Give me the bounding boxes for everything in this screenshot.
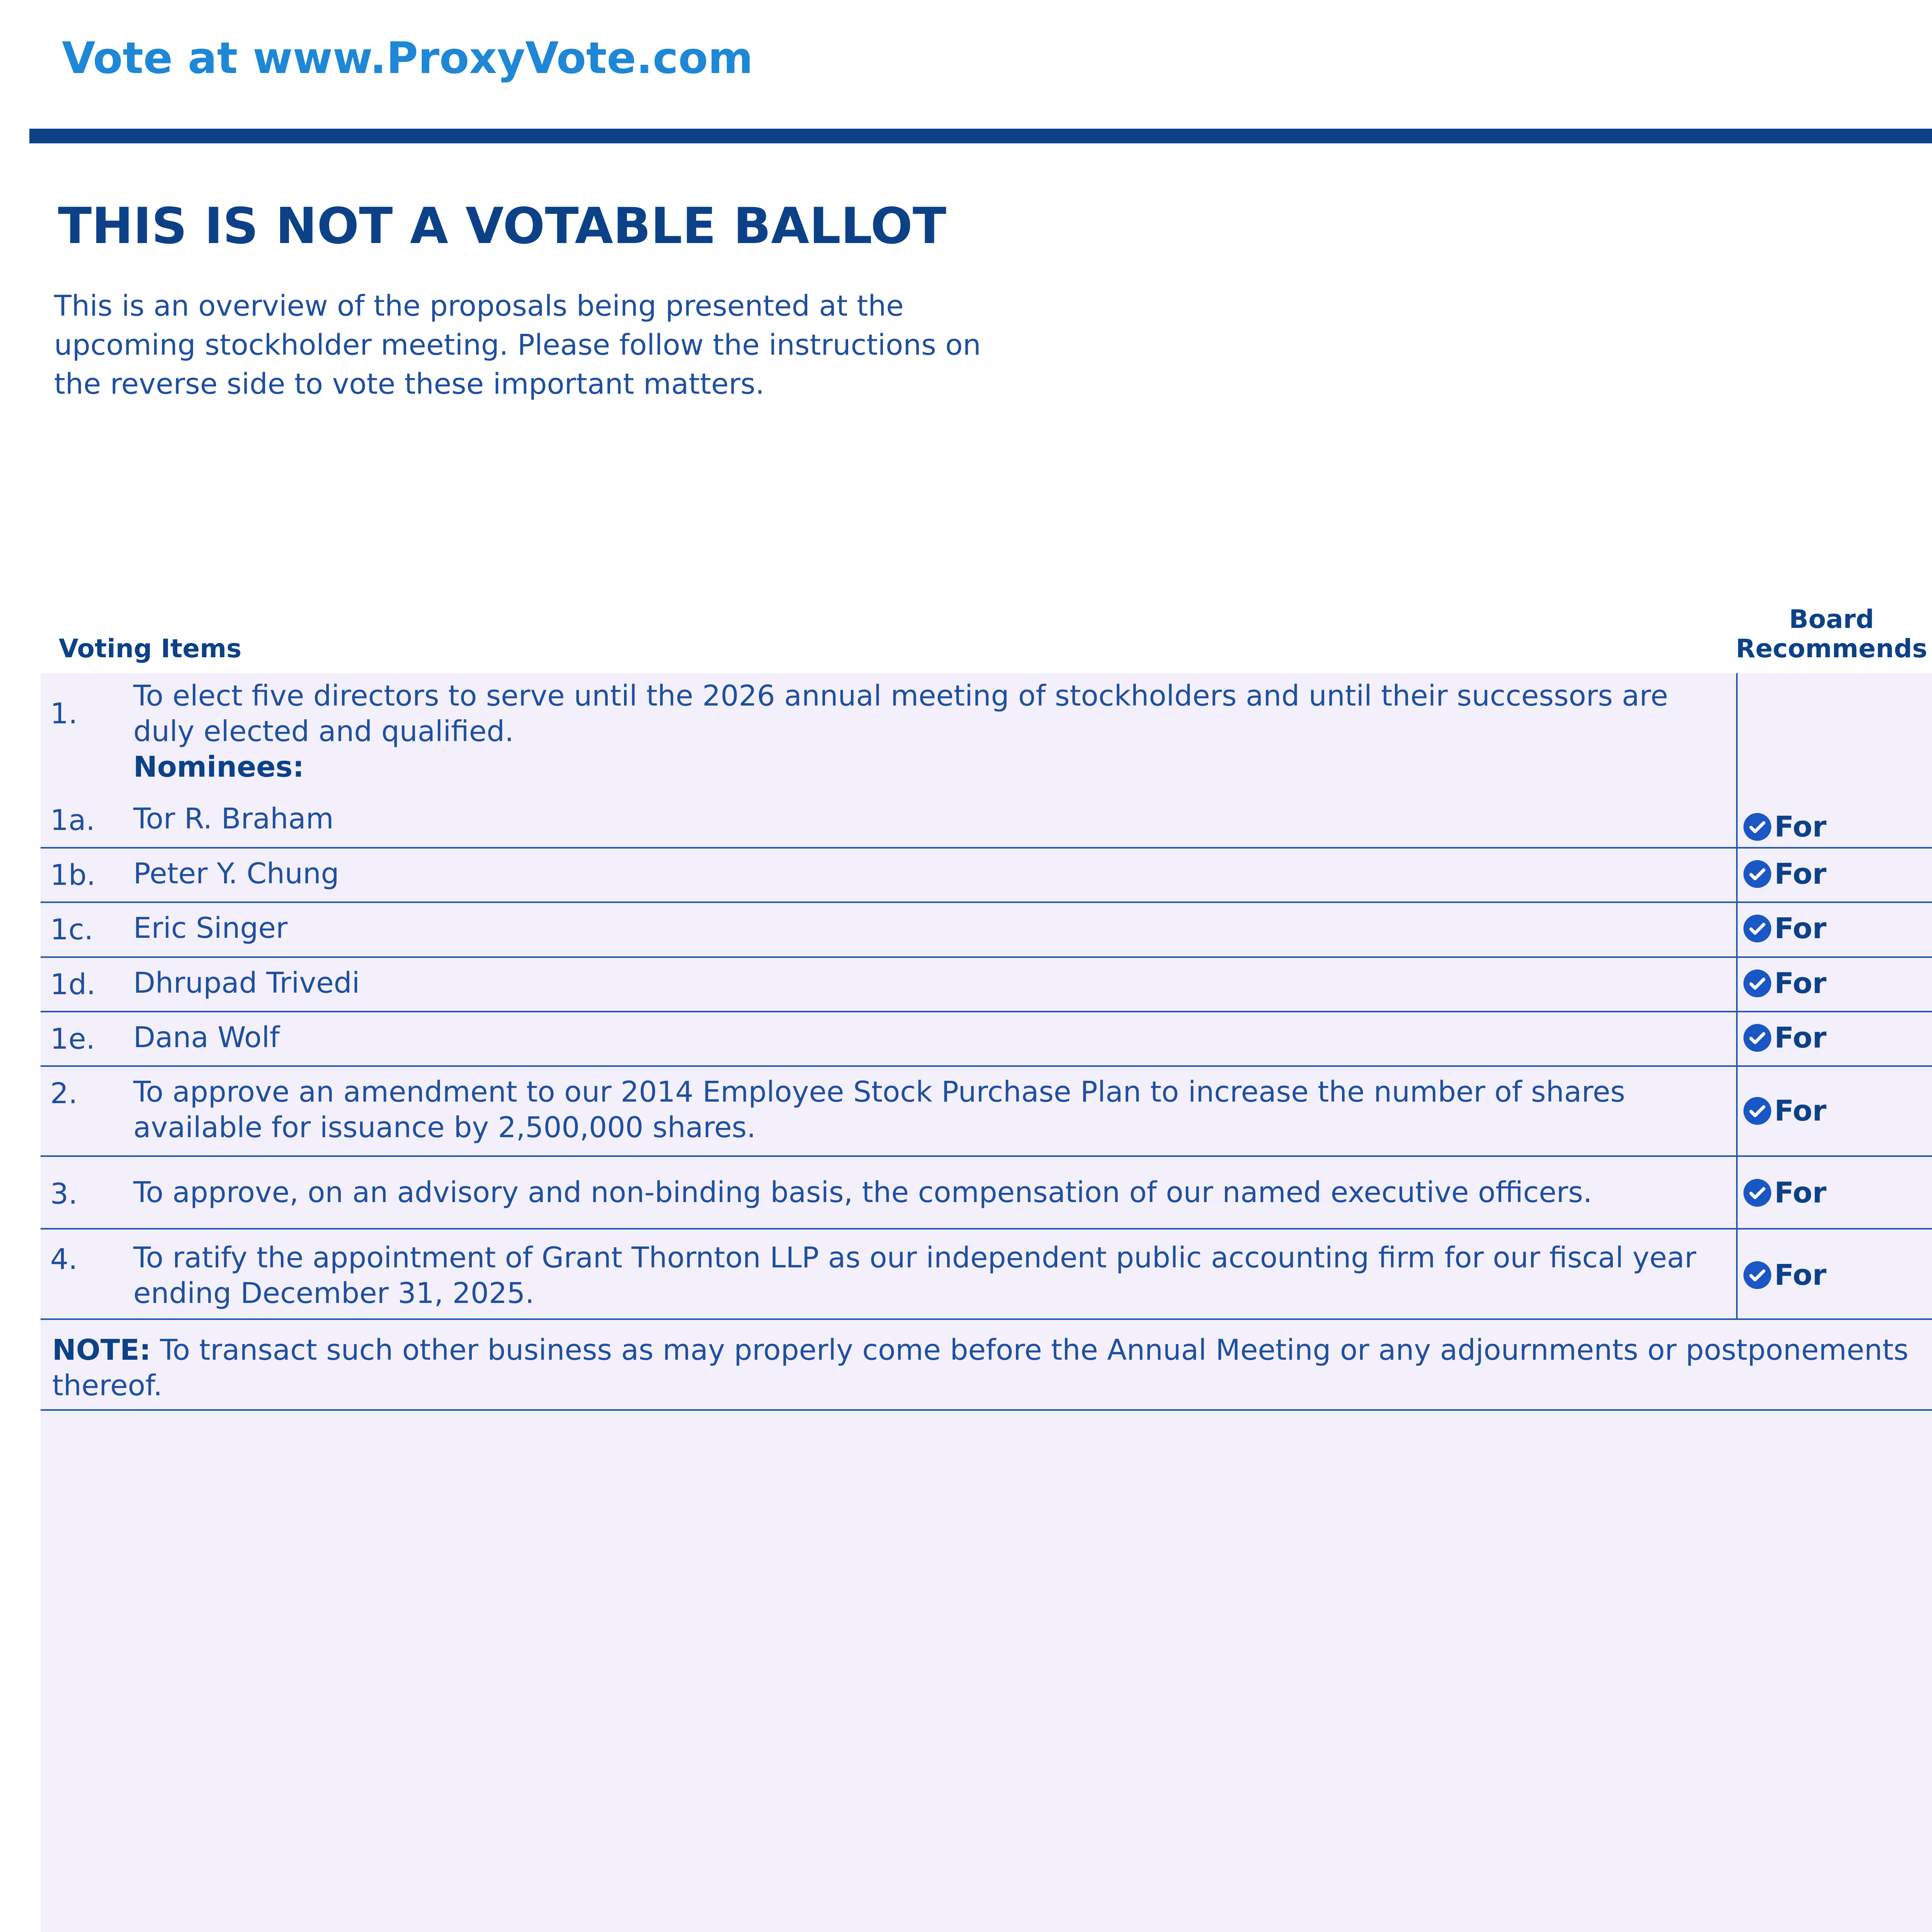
item-number: 4. bbox=[50, 1243, 78, 1276]
intro-paragraph: This is an overview of the proposals being presented at the upcoming stockholder meeting. Please follow the instructions on the reverse side to vote these important matters. bbox=[54, 289, 981, 401]
item-description: To elect five directors to serve until the 2026 annual meeting of stockholders and until their successors are duly elected and qualified. bbox=[133, 679, 1668, 748]
checkmark-circle-icon bbox=[1743, 1261, 1771, 1289]
checkmark-circle-icon bbox=[1743, 813, 1771, 841]
row-divider bbox=[41, 1409, 1932, 1411]
item-text: Dhrupad Trivedi bbox=[133, 966, 360, 1000]
item-text: Eric Singer bbox=[133, 912, 288, 945]
board-recommendation bbox=[1743, 968, 1827, 999]
item-number: 3. bbox=[50, 1177, 78, 1211]
item-number: 1a. bbox=[50, 804, 95, 837]
row-divider bbox=[41, 847, 1932, 849]
item-number: 1b. bbox=[50, 859, 96, 892]
item-text: To ratify the appointment of Grant Thornton LLP as our independent public accounting firm for our fiscal year ending December 31, 2025. bbox=[133, 1241, 1696, 1310]
board-recommendation bbox=[1743, 811, 1827, 842]
board-recommendation bbox=[1743, 913, 1827, 944]
row-divider bbox=[41, 1228, 1932, 1230]
recommendation-label: For bbox=[1774, 1259, 1827, 1292]
column-divider bbox=[1736, 673, 1738, 1319]
vote-website-link[interactable]: Vote at www.ProxyVote.com bbox=[62, 33, 753, 83]
row-divider bbox=[41, 956, 1932, 958]
recommendation-label: For bbox=[1774, 967, 1827, 1000]
item-text: Tor R. Braham bbox=[133, 802, 334, 835]
checkmark-circle-icon bbox=[1743, 1024, 1771, 1052]
board-recommendation bbox=[1743, 1095, 1827, 1126]
top-divider bbox=[29, 129, 1932, 143]
item-number: 1c. bbox=[50, 913, 94, 946]
voting-items-header: Voting Items bbox=[59, 634, 242, 663]
checkmark-circle-icon bbox=[1743, 969, 1771, 997]
item-text bbox=[133, 678, 1710, 785]
recommendation-label: For bbox=[1774, 912, 1827, 945]
item-text: To approve an amendment to our 2014 Employee Stock Purchase Plan to increase the number of shares available for issuance by 2,500,000 shares. bbox=[133, 1075, 1625, 1144]
note-text: To transact such other business as may properly come before the Annual Meeting or any adjournments or postponements thereof. bbox=[52, 1333, 1909, 1402]
board-header-line2: Recommends bbox=[1736, 634, 1927, 663]
note-paragraph bbox=[52, 1332, 1926, 1403]
board-recommendation bbox=[1743, 1022, 1827, 1053]
note-label: NOTE: bbox=[52, 1333, 151, 1367]
nominees-label: Nominees: bbox=[133, 750, 304, 784]
row-divider bbox=[41, 1318, 1932, 1320]
checkmark-circle-icon bbox=[1743, 1097, 1771, 1125]
item-text: Peter Y. Chung bbox=[133, 857, 339, 890]
checkmark-circle-icon bbox=[1743, 1179, 1771, 1207]
recommendation-label: For bbox=[1774, 810, 1827, 844]
recommendation-label: For bbox=[1774, 1176, 1827, 1209]
board-header-line1: Board bbox=[1789, 604, 1874, 634]
page-title: THIS IS NOT A VOTABLE BALLOT bbox=[58, 197, 947, 255]
board-recommendation bbox=[1743, 859, 1827, 889]
item-number: 1e. bbox=[50, 1022, 95, 1056]
item-number: 1d. bbox=[50, 968, 96, 1001]
row-divider bbox=[41, 901, 1932, 903]
board-recommendation bbox=[1743, 1260, 1827, 1291]
row-divider bbox=[41, 1065, 1932, 1067]
recommendation-label: For bbox=[1774, 857, 1827, 891]
item-number: 2. bbox=[50, 1077, 78, 1110]
recommendation-label: For bbox=[1774, 1021, 1827, 1054]
row-divider bbox=[41, 1011, 1932, 1012]
board-recommends-header bbox=[1731, 605, 1932, 663]
checkmark-circle-icon bbox=[1743, 915, 1771, 942]
checkmark-circle-icon bbox=[1743, 860, 1771, 888]
recommendation-label: For bbox=[1774, 1094, 1827, 1128]
board-recommendation bbox=[1743, 1177, 1827, 1208]
item-number: 1. bbox=[50, 697, 78, 730]
item-text: To approve, on an advisory and non-binding basis, the compensation of our named executive officers. bbox=[133, 1176, 1592, 1209]
row-divider bbox=[41, 1155, 1932, 1157]
item-text: Dana Wolf bbox=[133, 1021, 280, 1054]
